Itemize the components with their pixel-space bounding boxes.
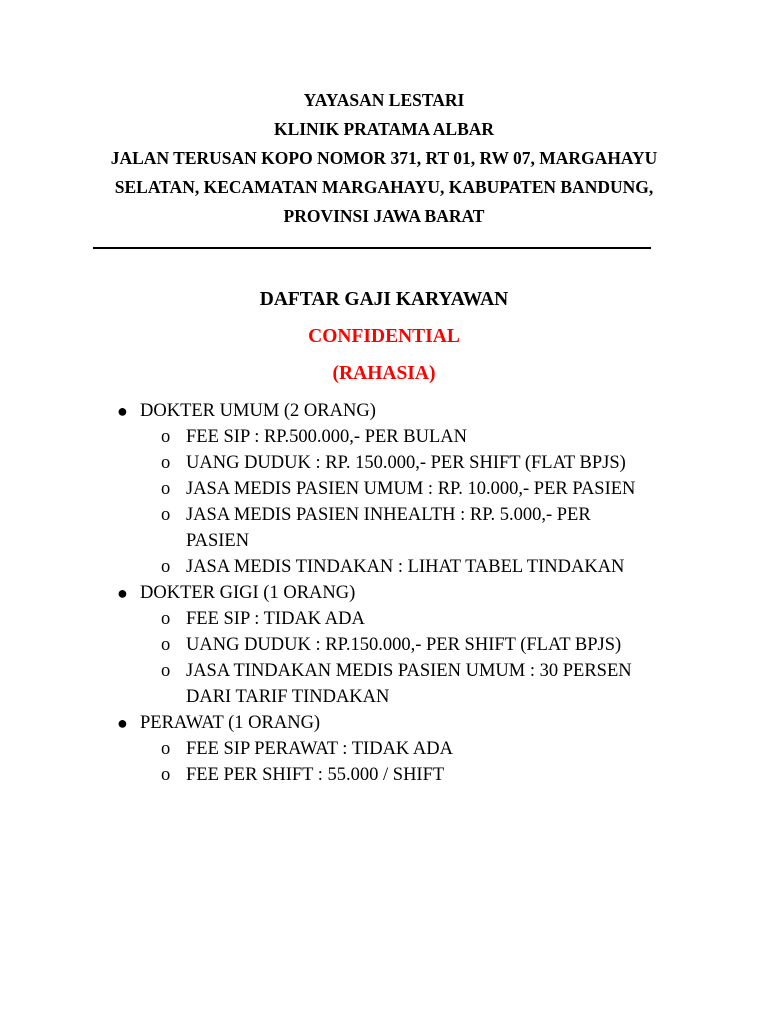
sub-item-text: FEE SIP PERAWAT : TIDAK ADA <box>186 739 453 759</box>
section-label: PERAWAT (1 ORANG) <box>140 713 321 733</box>
section-label: DOKTER GIGI (1 ORANG) <box>140 583 356 603</box>
circle-bullet-icon: o <box>161 765 171 785</box>
address-line-3: PROVINSI JAWA BARAT <box>283 206 485 226</box>
sub-list-item <box>0 632 658 658</box>
list-item <box>0 710 768 736</box>
list-item <box>0 398 768 424</box>
sub-list-item <box>0 450 658 476</box>
document-title: DAFTAR GAJI KARYAWAN <box>259 289 509 310</box>
sub-item-text: JASA MEDIS PASIEN UMUM : RP. 10.000,- PER PASIEN <box>186 479 636 499</box>
document-titles <box>0 281 768 392</box>
sub-list-item <box>0 736 658 762</box>
circle-bullet-icon: o <box>161 635 171 655</box>
clinic-name: KLINIK PRATAMA ALBAR <box>273 119 495 139</box>
sub-list-item <box>0 476 658 502</box>
sub-list-item <box>0 762 658 788</box>
sub-item-text: UANG DUDUK : RP.150.000,- PER SHIFT (FLAT BPJS) <box>186 635 622 655</box>
address-line-2: SELATAN, KECAMATAN MARGAHAYU, KABUPATEN BANDUNG, <box>114 177 654 197</box>
sub-list-item <box>0 606 658 632</box>
circle-bullet-icon: o <box>161 661 171 681</box>
salary-list <box>0 398 768 788</box>
sub-list-item <box>0 424 658 450</box>
section-label: DOKTER UMUM (2 ORANG) <box>140 401 376 421</box>
circle-bullet-icon: o <box>161 453 171 473</box>
circle-bullet-icon: o <box>161 609 171 629</box>
sub-item-text: UANG DUDUK : RP. 150.000,- PER SHIFT (FLAT BPJS) <box>186 453 626 473</box>
sub-list-item <box>0 658 658 710</box>
bullet-icon: ● <box>117 583 128 603</box>
circle-bullet-icon: o <box>161 505 171 525</box>
sub-item-text: FEE SIP : TIDAK ADA <box>186 609 365 629</box>
letterhead <box>0 86 768 231</box>
address-line-1: JALAN TERUSAN KOPO NOMOR 371, RT 01, RW 07, MARGAHAYU <box>110 148 658 168</box>
sub-list-item <box>0 554 658 580</box>
sub-item-text: FEE SIP : RP.500.000,- PER BULAN <box>186 427 467 447</box>
organization-name: YAYASAN LESTARI <box>303 90 465 110</box>
circle-bullet-icon: o <box>161 739 171 759</box>
circle-bullet-icon: o <box>161 479 171 499</box>
sub-item-text: JASA TINDAKAN MEDIS PASIEN UMUM : 30 PERSEN DARI TARIF TINDAKAN <box>186 661 632 707</box>
sub-list-item <box>0 502 658 554</box>
letterhead-divider <box>93 247 651 249</box>
rahasia-label: (RAHASIA) <box>332 363 436 384</box>
sub-item-text: JASA MEDIS TINDAKAN : LIHAT TABEL TINDAKAN <box>186 557 625 577</box>
list-item <box>0 580 768 606</box>
sub-item-text: FEE PER SHIFT : 55.000 / SHIFT <box>186 765 445 785</box>
circle-bullet-icon: o <box>161 427 171 447</box>
bullet-icon: ● <box>117 401 128 421</box>
sub-item-text: JASA MEDIS PASIEN INHEALTH : RP. 5.000,- PER PASIEN <box>186 505 591 551</box>
bullet-icon: ● <box>117 713 128 733</box>
confidential-label: CONFIDENTIAL <box>308 326 460 347</box>
circle-bullet-icon: o <box>161 557 171 577</box>
